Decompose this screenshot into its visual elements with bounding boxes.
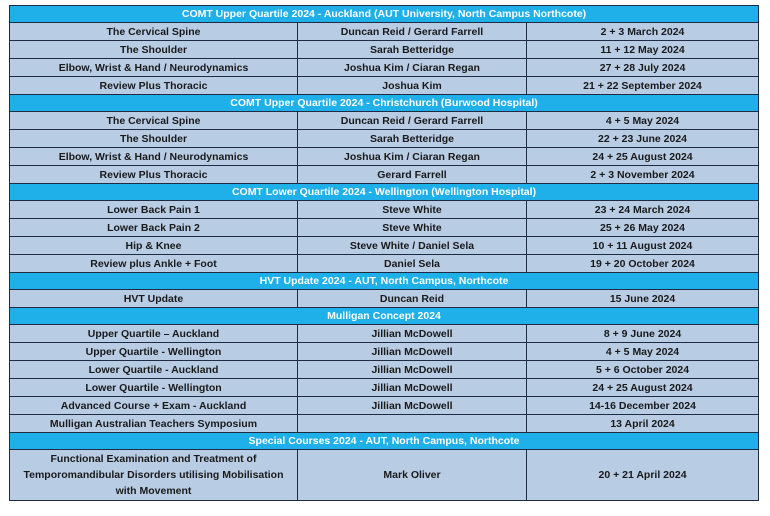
- course-row: [10, 361, 759, 379]
- schedule-container: [9, 5, 759, 501]
- instructor-cell: Jillian McDowell: [298, 325, 527, 343]
- course-row: [10, 415, 759, 433]
- course-row: [10, 112, 759, 130]
- instructor-cell: Duncan Reid: [298, 290, 527, 308]
- course-row: [10, 77, 759, 95]
- dates-cell: 15 June 2024: [527, 290, 759, 308]
- instructor-cell: Steve White: [298, 219, 527, 237]
- course-row: [10, 148, 759, 166]
- dates-cell: 20 + 21 April 2024: [527, 450, 759, 501]
- dates-cell: 10 + 11 August 2024: [527, 237, 759, 255]
- dates-cell: 2 + 3 March 2024: [527, 23, 759, 41]
- section-title: Mulligan Concept 2024: [10, 308, 759, 325]
- section-header-row: [10, 273, 759, 290]
- dates-cell: 4 + 5 May 2024: [527, 112, 759, 130]
- instructor-cell: Jillian McDowell: [298, 361, 527, 379]
- course-name-cell: Lower Back Pain 2: [10, 219, 298, 237]
- dates-cell: 8 + 9 June 2024: [527, 325, 759, 343]
- course-name-cell: Functional Examination and Treatment of Temporomandibular Disorders utilising Mobilisation with Movement: [10, 450, 298, 501]
- instructor-cell: Jillian McDowell: [298, 397, 527, 415]
- course-row: [10, 201, 759, 219]
- course-row: [10, 397, 759, 415]
- course-name-cell: Mulligan Australian Teachers Symposium: [10, 415, 298, 433]
- course-row: [10, 130, 759, 148]
- instructor-cell: Steve White: [298, 201, 527, 219]
- section-title: HVT Update 2024 - AUT, North Campus, Northcote: [10, 273, 759, 290]
- dates-cell: 5 + 6 October 2024: [527, 361, 759, 379]
- course-schedule-body: [10, 6, 759, 501]
- course-name-cell: Upper Quartile - Wellington: [10, 343, 298, 361]
- section-title: Special Courses 2024 - AUT, North Campus, Northcote: [10, 433, 759, 450]
- course-row: [10, 166, 759, 184]
- dates-cell: 27 + 28 July 2024: [527, 59, 759, 77]
- course-name-cell: Lower Back Pain 1: [10, 201, 298, 219]
- instructor-cell: Sarah Betteridge: [298, 130, 527, 148]
- section-header-row: [10, 95, 759, 112]
- dates-cell: 23 + 24 March 2024: [527, 201, 759, 219]
- instructor-cell: Duncan Reid / Gerard Farrell: [298, 23, 527, 41]
- instructor-cell: [298, 415, 527, 433]
- instructor-cell: Duncan Reid / Gerard Farrell: [298, 112, 527, 130]
- instructor-cell: Joshua Kim / Ciaran Regan: [298, 148, 527, 166]
- course-name-cell: The Shoulder: [10, 130, 298, 148]
- course-row: [10, 41, 759, 59]
- course-name-cell: Elbow, Wrist & Hand / Neurodynamics: [10, 59, 298, 77]
- course-name-cell: The Cervical Spine: [10, 112, 298, 130]
- course-schedule-table: [9, 5, 759, 501]
- dates-cell: 25 + 26 May 2024: [527, 219, 759, 237]
- course-row: [10, 255, 759, 273]
- dates-cell: 22 + 23 June 2024: [527, 130, 759, 148]
- course-row: [10, 290, 759, 308]
- dates-cell: 11 + 12 May 2024: [527, 41, 759, 59]
- instructor-cell: Jillian McDowell: [298, 343, 527, 361]
- dates-cell: 2 + 3 November 2024: [527, 166, 759, 184]
- dates-cell: 21 + 22 September 2024: [527, 77, 759, 95]
- section-header-row: [10, 6, 759, 23]
- course-name-cell: Lower Quartile - Auckland: [10, 361, 298, 379]
- course-name-cell: HVT Update: [10, 290, 298, 308]
- course-name-cell: Elbow, Wrist & Hand / Neurodynamics: [10, 148, 298, 166]
- course-row: [10, 59, 759, 77]
- section-header-row: [10, 433, 759, 450]
- section-title: COMT Upper Quartile 2024 - Christchurch (Burwood Hospital): [10, 95, 759, 112]
- instructor-cell: Joshua Kim / Ciaran Regan: [298, 59, 527, 77]
- dates-cell: 24 + 25 August 2024: [527, 379, 759, 397]
- course-name-cell: Review plus Ankle + Foot: [10, 255, 298, 273]
- course-name-cell: Review Plus Thoracic: [10, 166, 298, 184]
- instructor-cell: Steve White / Daniel Sela: [298, 237, 527, 255]
- dates-cell: 24 + 25 August 2024: [527, 148, 759, 166]
- course-row: [10, 343, 759, 361]
- instructor-cell: Gerard Farrell: [298, 166, 527, 184]
- course-name-cell: The Shoulder: [10, 41, 298, 59]
- section-header-row: [10, 308, 759, 325]
- course-name-cell: Advanced Course + Exam - Auckland: [10, 397, 298, 415]
- dates-cell: 13 April 2024: [527, 415, 759, 433]
- instructor-cell: Jillian McDowell: [298, 379, 527, 397]
- course-row: [10, 237, 759, 255]
- instructor-cell: Daniel Sela: [298, 255, 527, 273]
- course-name-cell: Upper Quartile – Auckland: [10, 325, 298, 343]
- section-title: COMT Upper Quartile 2024 - Auckland (AUT University, North Campus Northcote): [10, 6, 759, 23]
- section-title: COMT Lower Quartile 2024 - Wellington (Wellington Hospital): [10, 184, 759, 201]
- instructor-cell: Joshua Kim: [298, 77, 527, 95]
- course-row: [10, 325, 759, 343]
- course-name-cell: Review Plus Thoracic: [10, 77, 298, 95]
- course-name-cell: Lower Quartile - Wellington: [10, 379, 298, 397]
- course-row: [10, 379, 759, 397]
- dates-cell: 14-16 December 2024: [527, 397, 759, 415]
- course-name-cell: Hip & Knee: [10, 237, 298, 255]
- course-name-cell: The Cervical Spine: [10, 23, 298, 41]
- instructor-cell: Sarah Betteridge: [298, 41, 527, 59]
- course-row: [10, 219, 759, 237]
- dates-cell: 4 + 5 May 2024: [527, 343, 759, 361]
- section-header-row: [10, 184, 759, 201]
- instructor-cell: Mark Oliver: [298, 450, 527, 501]
- course-row: [10, 450, 759, 501]
- course-row: [10, 23, 759, 41]
- dates-cell: 19 + 20 October 2024: [527, 255, 759, 273]
